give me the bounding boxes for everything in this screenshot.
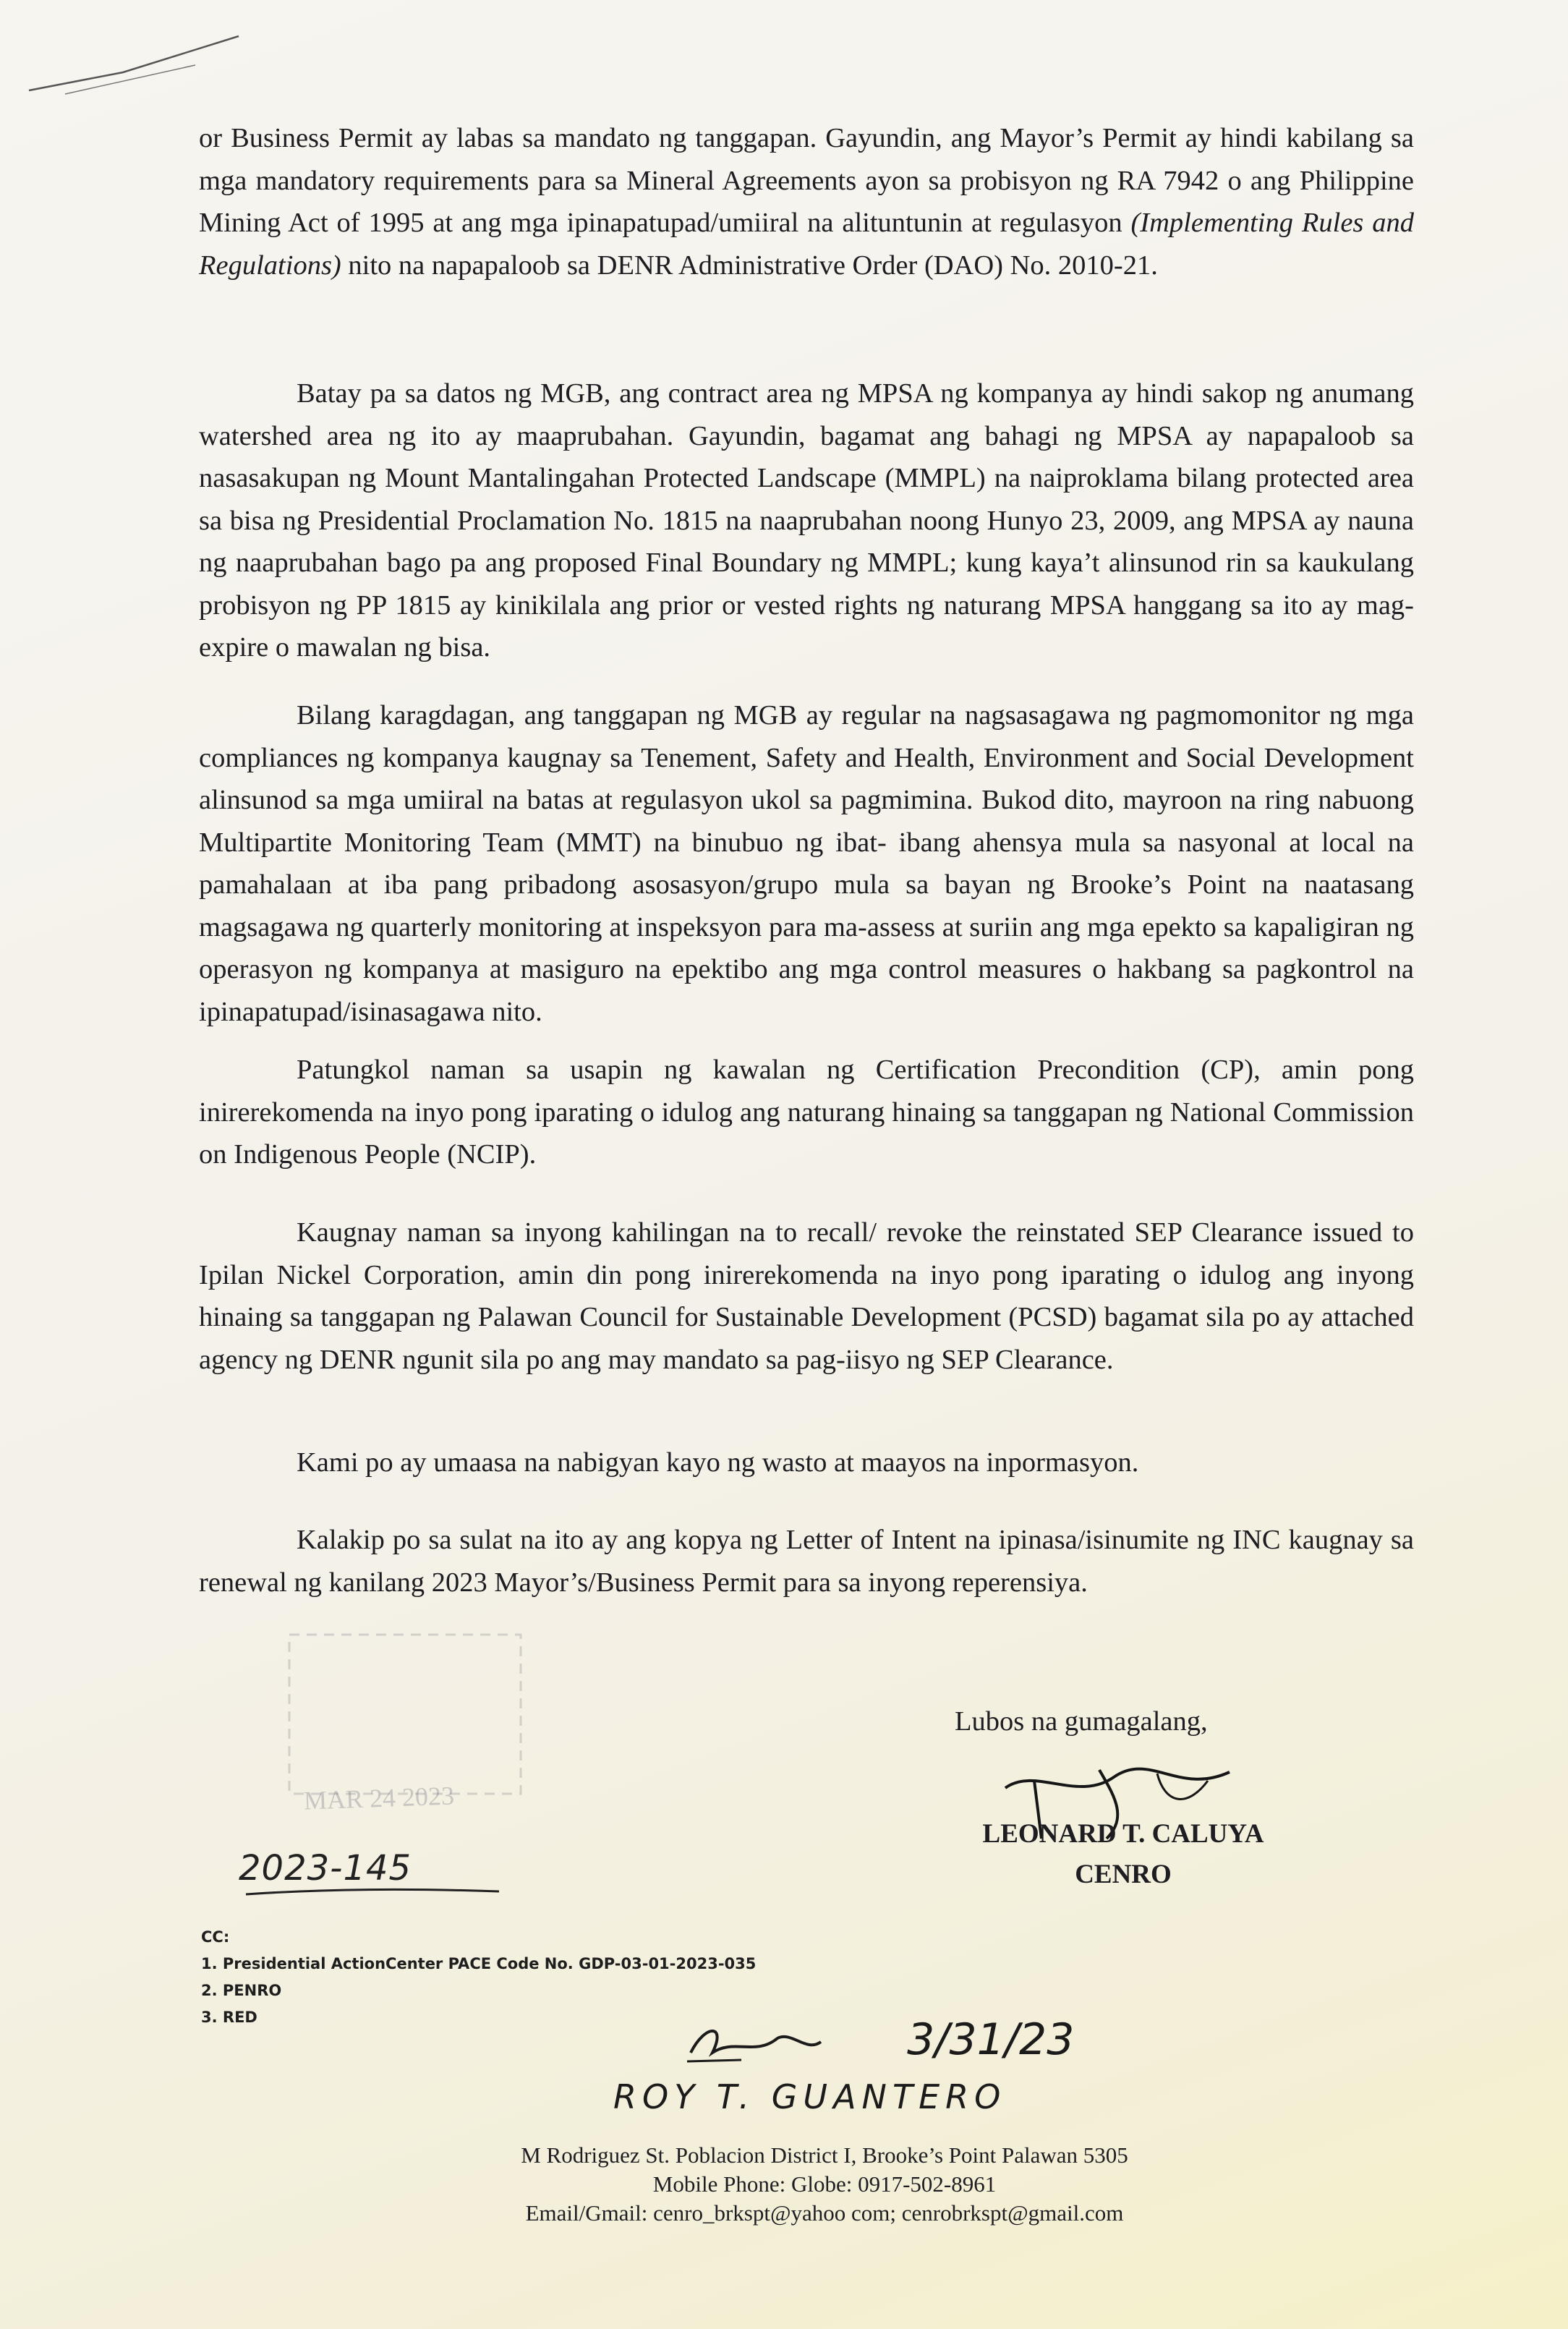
paragraph-1: or Business Permit ay labas sa mandato ng tanggapan. Gayundin, ang Mayor’s Permit ay hindi kabilang sa mga mandatory requirements para sa Mineral Agreements ayon sa probisyon ng RA 7942 o ang Philippine Mining Act of 1995 at ang mga ipinapatupad/umiiral na alituntunin at regulasyon (Implementing Rules and Regulations) nito na napapaloob sa DENR Administrative Order (DAO) No. 2010-21.	[199, 123, 1414, 281]
ref-underline	[242, 1884, 503, 1899]
paragraph-3: Bilang karagdagan, ang tanggapan ng MGB ay regular na nagsasagawa ng pagmomonitor ng mga compliances ng kompanya kaugnay sa Tenement, Safety and Health, Environment and Social Development alinsunod sa mga umiiral na batas at regulasyon ukol sa pagmimina. Bukod dito, mayroon na ring nabuong Multipartite Monitoring Team (MMT) na binubuo ng ibat- ibang ahensya mula sa nasyonal at local na pamahalaan at iba pang pribadong asosasyon/grupo mula sa bayan ng Brooke’s Point na naatasang magsagawa ng quarterly monitoring at inspeksyon para ma-assess at suriin ang mga epekto sa kapaligiran ng operasyon ng kompanya at masiguro na epektibo ang mga control measures o hakbang sa pagkontrol na ipinapatupad/isinasagawa nito.	[199, 700, 1414, 1027]
stamp-graphic	[275, 1620, 535, 1808]
footer-address: M Rodriguez St. Poblacion District I, Brooke’s Point Palawan 5305	[521, 2142, 1128, 2168]
receipt-date: 3/31/23	[907, 2014, 1075, 2065]
paragraph-4: Patungkol naman sa usapin ng kawalan ng Certification Precondition (CP), amin pong inirerekomenda na inyo pong iparating o idulog ang naturang hinaing sa tanggapan ng National Commission on Indigenous People (NCIP).	[199, 1055, 1414, 1170]
cc-item: 3. RED	[201, 2009, 257, 2026]
cc-list	[201, 1924, 756, 2031]
receiver-name: ROY T. GUANTERO	[613, 2077, 1007, 2116]
signer-block	[953, 1814, 1293, 1895]
signer-title: CENRO	[1075, 1860, 1172, 1889]
receiver-signature	[683, 2014, 1074, 2067]
letterhead-footer	[463, 2141, 1186, 2228]
footer-email: Email/Gmail: cenro_brkspt@yahoo com; cenrobrkspt@gmail.com	[525, 2200, 1124, 2226]
closing-salutation: Lubos na gumagalang,	[955, 1706, 1208, 1737]
stamp-date: MAR 24 2023	[303, 1781, 455, 1815]
paragraph-6: Kami po ay umaasa na nabigyan kayo ng wasto at maayos na inpormasyon.	[297, 1447, 1139, 1478]
footer-phone: Mobile Phone: Globe: 0917-502-8961	[652, 2171, 997, 2197]
cc-item: 2. PENRO	[201, 1982, 282, 1999]
cc-label: CC:	[201, 1928, 230, 1946]
received-stamp	[275, 1620, 535, 1815]
handwritten-ref-number: 2023-145	[239, 1848, 412, 1889]
paragraph-5: Kaugnay naman sa inyong kahilingan na to recall/ revoke the reinstated SEP Clearance issued to Ipilan Nickel Corporation, amin din pong inirerekomenda na inyo pong iparating o idulog ang inyong hinaing sa tanggapan ng Palawan Council for Sustainable Development (PCSD) bagamat sila po ay attached agency ng DENR ngunit sila po ang may mandato sa pag-iisyo ng SEP Clearance.	[199, 1217, 1414, 1375]
receiver-signature-graphic	[683, 2017, 828, 2067]
paragraph-2: Batay pa sa datos ng MGB, ang contract area ng MPSA ng kompanya ay hindi sakop ng anumang watershed area ng ito ay maaprubahan. Gayundin, bagamat ang bahagi ng MPSA ay napapaloob sa nasasakupan ng Mount Mantalingahan Protected Landscape (MMPL) na naiproklama bilang protected area sa bisa ng Presidential Proclamation No. 1815 na naaprubahan noong Hunyo 23, 2009, ang MPSA ay nauna ng naaprubahan bago pa ang proposed Final Boundary ng MMPL; kung kaya’t alinsunod rin sa kaukulang probisyon ng PP 1815 ay kinikilala ang prior or vested rights ng naturang MPSA hanggang sa ito ay mag- expire o mawalan ng bisa.	[199, 378, 1414, 663]
corner-mark	[22, 22, 253, 101]
signer-name: LEONARD T. CALUYA	[982, 1819, 1264, 1849]
handwritten-reference	[239, 1848, 412, 1889]
cc-item: 1. Presidential ActionCenter PACE Code No. GDP-03-01-2023-035	[201, 1955, 757, 1972]
paragraph-7: Kalakip po sa sulat na ito ay ang kopya ng Letter of Intent na ipinasa/isinumite ng INC kaugnay sa renewal ng kanilang 2023 Mayor’s/Business Permit para sa inyong reperensiya.	[199, 1525, 1414, 1598]
